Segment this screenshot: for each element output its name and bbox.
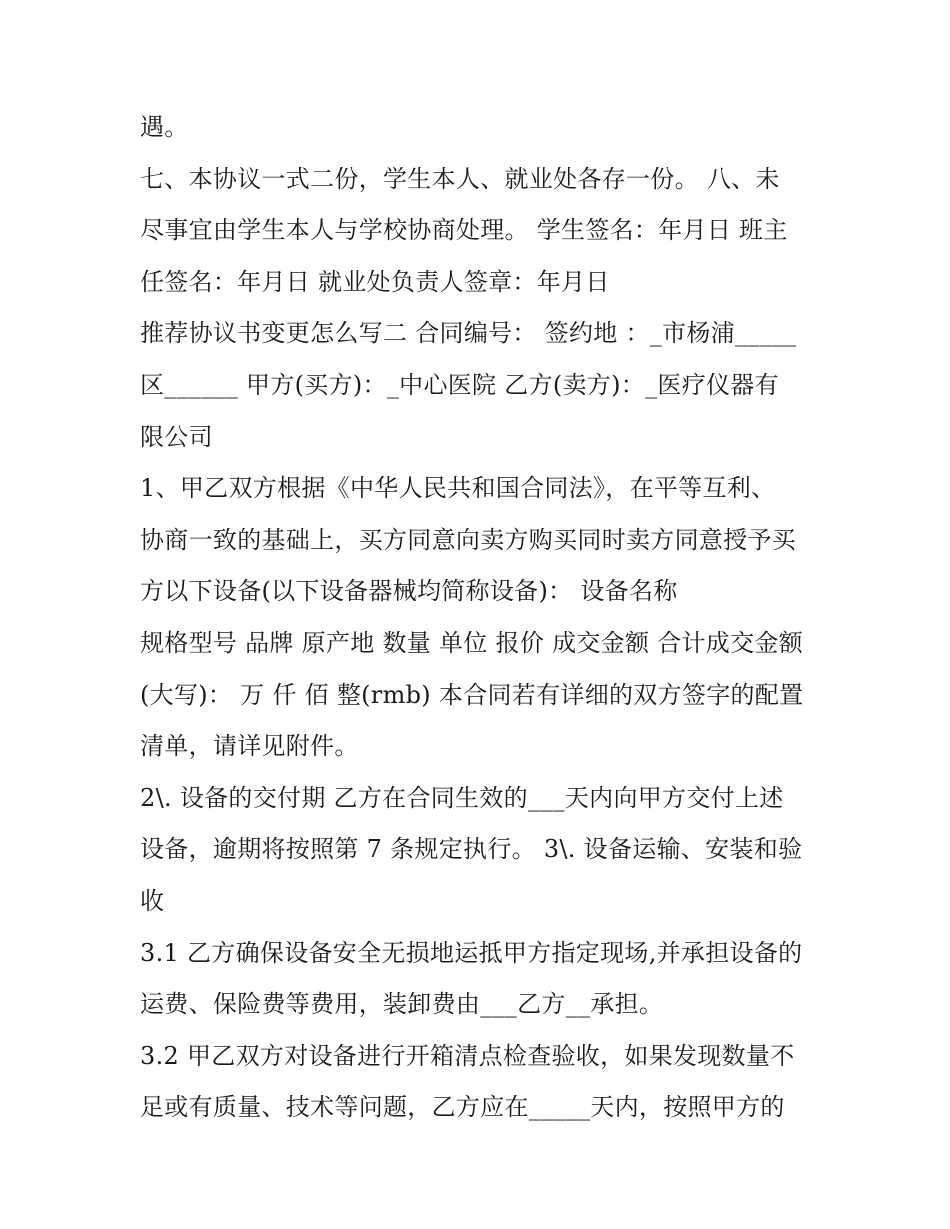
text-line: 运费、保险费等费用，装卸费由___乙方__承担。 — [140, 990, 664, 1019]
text-line: 足或有质量、技术等问题，乙方应在_____天内，按照甲方的 — [140, 1093, 785, 1122]
text-line: (大写)： 万 仟 佰 整(rmb) 本合同若有详细的双方签字的配置 — [140, 680, 804, 709]
text-line: 协商一致的基础上，买方同意向卖方购买同时卖方同意授予买 — [140, 525, 797, 554]
text-line: 规格型号 品牌 原产地 数量 单位 报价 成交金额 合计成交金额 — [140, 628, 803, 657]
text-line: 3.2 甲乙双方对设备进行开箱清点检查验收，如果发现数量不 — [140, 1041, 795, 1070]
text-line: 2\. 设备的交付期 乙方在合同生效的___天内向甲方交付上述 — [140, 783, 784, 812]
text-line: 方以下设备(以下设备器械均简称设备)： 设备名称 — [140, 577, 678, 606]
text-line: 推荐协议书变更怎么写二 合同编号： 签约地 ：_市杨浦_____ — [140, 319, 797, 348]
text-line: 遇。 — [140, 113, 189, 141]
text-line: 任签名：年月日 就业处负责人签章：年月日 — [140, 267, 610, 296]
text-line: 七、本协议一式二份，学生本人、就业处各存一份。 八、未 — [140, 164, 780, 193]
text-line: 清单，请详见附件。 — [140, 732, 359, 761]
text-line: 收 — [140, 886, 165, 915]
text-line: 3.1 乙方确保设备安全无损地运抵甲方指定现场,并承担设备的 — [140, 938, 803, 967]
text-line: 区______ 甲方(买方)：_中心医院 乙方(卖方)：_医疗仪器有 — [140, 370, 779, 399]
text-line: 设备，逾期将按照第 7 条规定执行。 3\. 设备运输、安装和验 — [140, 835, 803, 864]
text-line: 1、甲乙双方根据《中华人民共和国合同法》，在平等互利、 — [140, 474, 776, 503]
text-line: 限公司 — [140, 422, 213, 451]
document-body — [140, 102, 820, 1134]
text-line: 尽事宜由学生本人与学校协商处理。 学生签名：年月日 班主 — [140, 216, 788, 245]
